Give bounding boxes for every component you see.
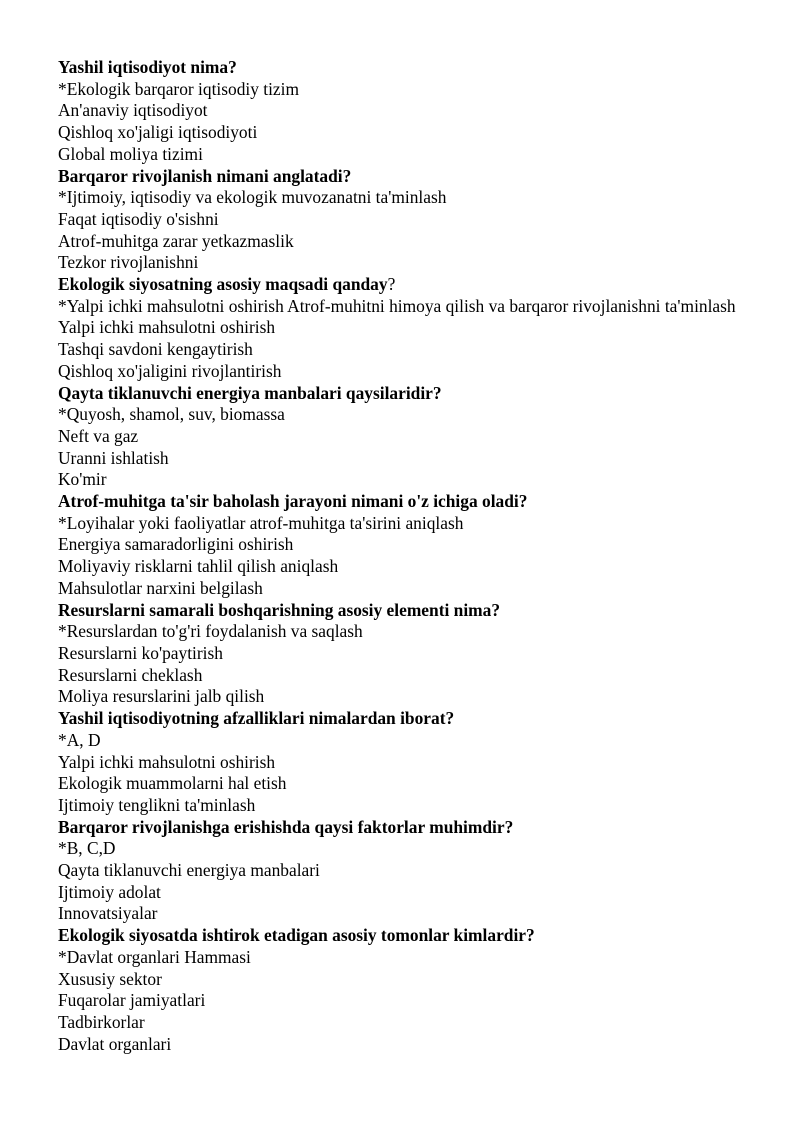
question-text (58, 491, 742, 513)
correct-answer-option: *Ekologik barqaror iqtisodiy tizim (58, 78, 300, 99)
answer-option: Qayta tiklanuvchi energiya manbalari (58, 860, 320, 881)
question-main: Barqaror rivojlanish nimani anglatadi? (58, 165, 352, 186)
answer-option: Energiya samaradorligini oshirish (58, 534, 294, 555)
question-main: Ekologik siyosatning asosiy maqsadi qanday (58, 274, 388, 295)
answer-option: Yalpi ichki mahsulotni oshirish (58, 751, 276, 772)
question-main: Atrof-muhitga ta'sir baholash jarayoni nimani o'z ichiga oladi? (58, 491, 528, 512)
correct-answer-option: *Ijtimoiy, iqtisodiy va ekologik muvozanatni ta'minlash (58, 187, 447, 208)
answer-option: Tashqi savdoni kengaytirish (58, 339, 253, 360)
correct-answer-option: *Davlat organlari Hammasi (58, 946, 251, 967)
question-text (58, 57, 742, 79)
answer-option: Yalpi ichki mahsulotni oshirish (58, 317, 276, 338)
question-main: Resurslarni samarali boshqarishning asosiy elementi nima? (58, 599, 501, 620)
answer-option: Ekologik muammolarni hal etish (58, 773, 287, 794)
correct-answer-option: *B, C,D (58, 838, 116, 859)
answer-option: Ijtimoiy adolat (58, 881, 161, 902)
answer-option: Global moliya tizimi (58, 143, 203, 164)
answer-option: Moliyaviy risklarni tahlil qilish aniqlash (58, 556, 339, 577)
correct-answer-option: *Yalpi ichki mahsulotni oshirish Atrof-muhitni himoya qilish va barqaror rivojlanishni ta'minlash (58, 295, 736, 316)
question-block (58, 383, 742, 492)
question-block (58, 57, 742, 166)
answer-option: Xususiy sektor (58, 968, 162, 989)
answer-option: Tadbirkorlar (58, 1011, 145, 1032)
question-text (58, 383, 742, 405)
question-text (58, 166, 742, 188)
question-text (58, 600, 742, 622)
question-block (58, 708, 742, 817)
question-block (58, 600, 742, 709)
correct-answer-option: *Loyihalar yoki faoliyatlar atrof-muhitga ta'sirini aniqlash (58, 512, 464, 533)
question-block (58, 817, 742, 926)
answer-option: Tezkor rivojlanishni (58, 252, 199, 273)
answer-option: An'anaviy iqtisodiyot (58, 100, 208, 121)
answer-option: Resurslarni cheklash (58, 664, 203, 685)
answer-option: Innovatsiyalar (58, 903, 158, 924)
question-text (58, 817, 742, 839)
answer-option: Atrof-muhitga zarar yetkazmaslik (58, 230, 294, 251)
answer-option: Mahsulotlar narxini belgilash (58, 577, 263, 598)
answer-option: Uranni ishlatish (58, 447, 169, 468)
question-block (58, 274, 742, 383)
answer-option: Davlat organlari (58, 1033, 172, 1054)
question-text (58, 925, 742, 947)
question-block (58, 925, 742, 1055)
answer-option: Qishloq xo'jaligini rivojlantirish (58, 360, 282, 381)
correct-answer-option: *Quyosh, shamol, suv, biomassa (58, 404, 285, 425)
answer-option: Fuqarolar jamiyatlari (58, 990, 206, 1011)
answer-option: Ko'mir (58, 469, 107, 490)
correct-answer-option: *A, D (58, 729, 101, 750)
document-page (58, 57, 742, 1055)
question-tail: ? (387, 274, 396, 295)
question-block (58, 166, 742, 275)
answer-option: Ijtimoiy tenglikni ta'minlash (58, 794, 256, 815)
question-block (58, 491, 742, 600)
answer-option: Qishloq xo'jaligi iqtisodiyoti (58, 122, 258, 143)
correct-answer-option: *Resurslardan to'g'ri foydalanish va saqlash (58, 621, 363, 642)
question-main: Qayta tiklanuvchi energiya manbalari qaysilaridir? (58, 382, 442, 403)
answer-option: Resurslarni ko'paytirish (58, 642, 223, 663)
question-main: Barqaror rivojlanishga erishishda qaysi faktorlar muhimdir? (58, 816, 514, 837)
answer-option: Moliya resurslarini jalb qilish (58, 686, 265, 707)
question-main: Ekologik siyosatda ishtirok etadigan asosiy tomonlar kimlardir? (58, 925, 535, 946)
question-main: Yashil iqtisodiyot nima? (58, 57, 237, 77)
question-main: Yashil iqtisodiyotning afzalliklari nimalardan iborat? (58, 708, 455, 729)
answer-option: Faqat iqtisodiy o'sishni (58, 208, 219, 229)
answer-option: Neft va gaz (58, 425, 139, 446)
question-text (58, 708, 742, 730)
question-text (58, 274, 742, 296)
